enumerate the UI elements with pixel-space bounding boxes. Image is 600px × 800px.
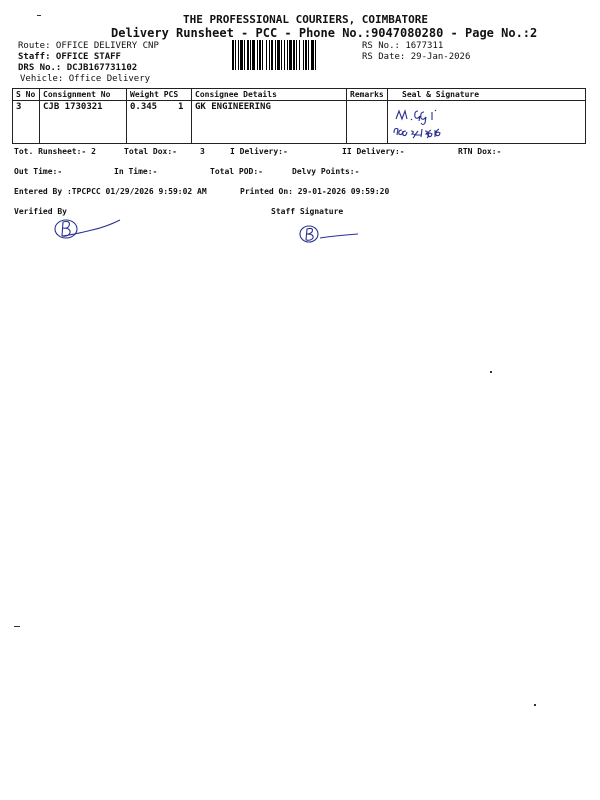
cell-sno: 3 xyxy=(13,101,40,144)
rtn-dox: RTN Dox:- xyxy=(458,147,502,156)
entered-by: Entered By :TPCPCC 01/29/2026 9:59:02 AM xyxy=(14,187,207,196)
summary-row-2 xyxy=(12,167,586,179)
col-consignment-no: Consignment No xyxy=(40,89,127,101)
tot-runsheet: Tot. Runsheet:- 2 xyxy=(14,147,96,156)
summary-row-1 xyxy=(12,147,586,159)
col-remarks: Remarks xyxy=(347,89,388,101)
staff-signature-icon xyxy=(298,222,364,246)
cell-weight: 0.345 xyxy=(130,102,158,112)
staff-label: Staff: OFFICE STAFF xyxy=(18,52,121,62)
scan-speck xyxy=(37,15,41,16)
rs-date-label: RS Date: 29-Jan-2026 xyxy=(362,52,471,62)
col-seal-signature: Seal & Signature xyxy=(388,89,586,101)
ii-delivery: II Delivery:- xyxy=(342,147,405,156)
col-consignee-details: Consignee Details xyxy=(192,89,347,101)
delvy-points: Delvy Points:- xyxy=(292,167,360,176)
total-dox-value: 3 xyxy=(200,147,205,156)
i-delivery: I Delivery:- xyxy=(230,147,288,156)
cell-consignment: CJB 1730321 xyxy=(40,101,127,144)
rs-no-label: RS No.: 1677311 xyxy=(362,41,444,51)
out-time: Out Time:- xyxy=(14,167,63,176)
col-weight-pcs: Weight PCS xyxy=(127,89,192,101)
runsheet-subtitle: Delivery Runsheet - PCC - Phone No.:9047080280 - Page No.:2 xyxy=(111,26,538,40)
table-header-row xyxy=(13,89,586,101)
route-label: Route: OFFICE DELIVERY CNP xyxy=(18,41,159,51)
scan-speck xyxy=(534,704,536,706)
scan-speck xyxy=(14,626,20,627)
table-row xyxy=(13,101,586,144)
verified-signature-icon xyxy=(52,214,136,244)
total-dox-label: Total Dox:- xyxy=(124,147,177,156)
in-time: In Time:- xyxy=(114,167,158,176)
delivery-table xyxy=(12,88,586,144)
staff-signature-label: Staff Signature xyxy=(271,207,344,216)
vehicle-label: Vehicle: Office Delivery xyxy=(20,74,151,84)
cell-consignee: GK ENGINEERING xyxy=(192,101,347,144)
printed-on: Printed On: 29-01-2026 09:59:20 xyxy=(240,187,390,196)
total-pod: Total POD:- xyxy=(210,167,263,176)
cell-pcs: 1 xyxy=(177,102,184,112)
barcode-icon xyxy=(232,40,358,70)
verified-by: Verified By xyxy=(14,207,67,216)
cell-remarks xyxy=(347,101,388,144)
scan-speck xyxy=(490,371,492,373)
cell-seal-signature xyxy=(388,101,586,144)
col-sno: S No xyxy=(13,89,40,101)
drs-label: DRS No.: DCJB167731102 xyxy=(18,63,138,73)
handwritten-signature-icon xyxy=(388,101,528,141)
company-title: THE PROFESSIONAL COURIERS, COIMBATORE xyxy=(183,13,429,26)
cell-weight-pcs xyxy=(127,101,192,144)
